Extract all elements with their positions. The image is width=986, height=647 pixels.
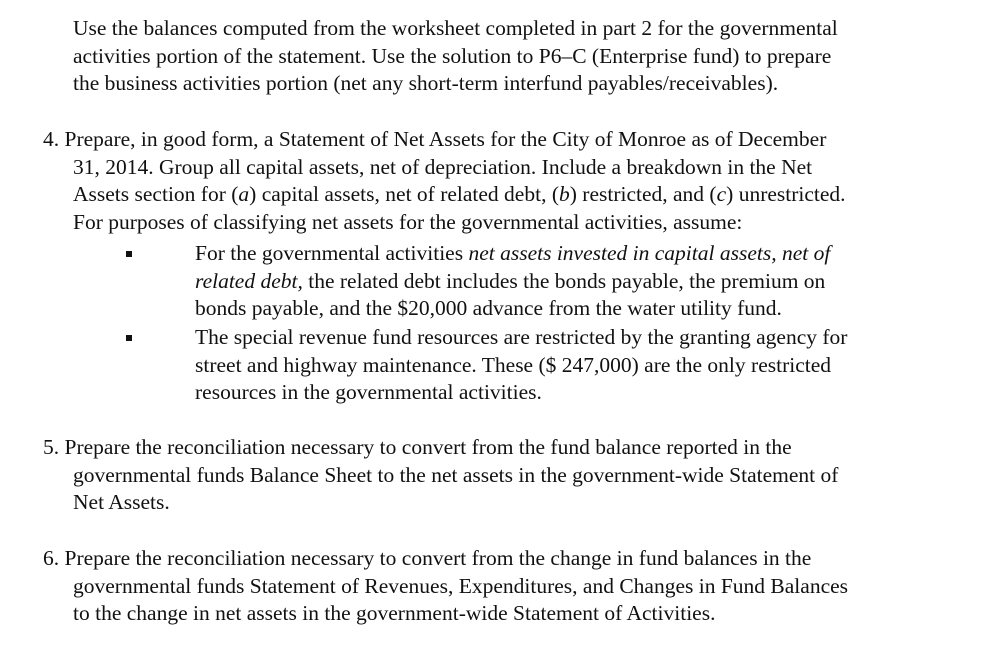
item-4-line: 31, 2014. Group all capital assets, net of depreciation. Include a breakdown in the Net [73, 154, 813, 179]
bullet-line: The special revenue fund resources are restricted by the granting agency for [195, 325, 848, 349]
item-4-breakdown-line [43, 181, 948, 209]
italic-letter-a: a [238, 182, 250, 206]
bullet-line: street and highway maintenance. These ($ 247,000) are the only restricted [195, 352, 832, 377]
intro-paragraph [73, 15, 953, 98]
item-5-line: 5. Prepare the reconciliation necessary to convert from the fund balance reported in the [43, 435, 792, 459]
italic-letter-c: c [716, 182, 727, 206]
bullet-line: resources in the governmental activities. [195, 380, 542, 404]
item-4 [43, 126, 948, 236]
italic-term: net assets invested in capital assets, net of [468, 241, 831, 265]
bullet-line: bonds payable, and the $20,000 advance from the water utility fund. [195, 296, 782, 320]
bullet-line [195, 240, 955, 268]
intro-line: Use the balances computed from the worksheet completed in part 2 for the governmental [73, 16, 838, 40]
item-5 [43, 434, 948, 517]
bullet-text [195, 240, 955, 323]
item-6-line: governmental funds Statement of Revenues, Expenditures, and Changes in Fund Balances [73, 573, 849, 598]
text-segment: ) restricted, and ( [569, 182, 717, 206]
text-segment: For the governmental activities [195, 241, 469, 265]
bullet-line [195, 268, 955, 296]
italic-term: related debt, [195, 268, 303, 293]
item-5-line: Net Assets. [73, 490, 170, 514]
item-6-line: to the change in net assets in the government-wide Statement of Activities. [73, 601, 716, 625]
item-4-line: 4. Prepare, in good form, a Statement of Net Assets for the City of Monroe as of December [43, 127, 827, 151]
italic-letter-b: b [559, 182, 570, 206]
text-segment: the related debt includes the bonds payable, the premium on [302, 268, 826, 293]
intro-line: activities portion of the statement. Use the solution to P6–C (Enterprise fund) to prepare [73, 43, 832, 68]
intro-line: the business activities portion (net any short-term interfund payables/receivables). [73, 71, 779, 95]
bullet-text [195, 324, 955, 407]
square-bullet-icon [126, 335, 132, 341]
text-segment: ) capital assets, net of related debt, ( [249, 182, 559, 206]
item-6-line: 6. Prepare the reconciliation necessary to convert from the change in fund balances in the [43, 546, 812, 570]
text-segment: Assets section for ( [73, 182, 239, 206]
square-bullet-icon [126, 251, 132, 257]
item-6 [43, 545, 948, 628]
item-5-line: governmental funds Balance Sheet to the net assets in the government-wide Statement of [73, 462, 839, 487]
item-4-line: For purposes of classifying net assets for the governmental activities, assume: [73, 209, 743, 234]
text-segment: ) unrestricted. [726, 182, 846, 206]
